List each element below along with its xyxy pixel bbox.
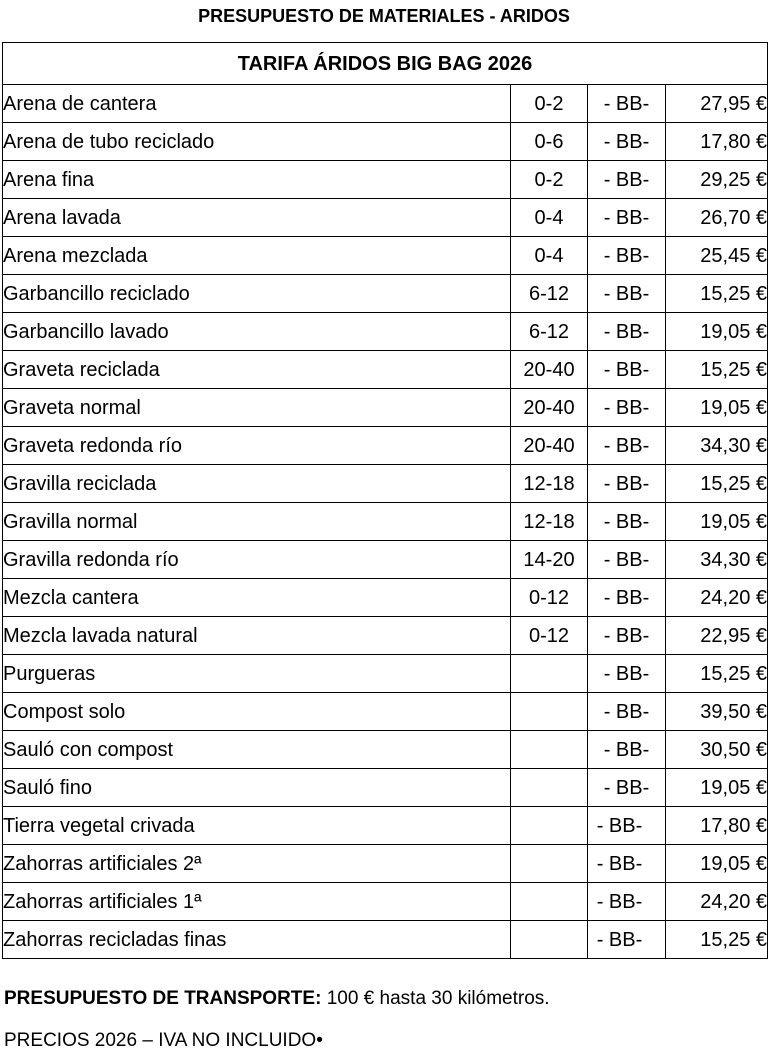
unit-cell: - BB-: [588, 427, 666, 465]
granulometry-cell: 14-20: [511, 541, 588, 579]
table-row: [3, 275, 768, 313]
granulometry-cell: 20-40: [511, 351, 588, 389]
price-cell: 15,25 €: [666, 275, 768, 313]
unit-cell: - BB-: [588, 389, 666, 427]
granulometry-cell: 0-4: [511, 237, 588, 275]
table-row: [3, 541, 768, 579]
table-row: [3, 237, 768, 275]
unit-cell: - BB-: [588, 351, 666, 389]
unit-cell: - BB-: [588, 85, 666, 123]
granulometry-cell: [511, 921, 588, 959]
price-cell: 15,25 €: [666, 465, 768, 503]
table-row: [3, 427, 768, 465]
price-cell: 29,25 €: [666, 161, 768, 199]
unit-cell: - BB-: [588, 237, 666, 275]
price-cell: 26,70 €: [666, 199, 768, 237]
price-cell: 19,05 €: [666, 769, 768, 807]
granulometry-cell: 0-12: [511, 617, 588, 655]
granulometry-cell: 20-40: [511, 389, 588, 427]
table-row: [3, 85, 768, 123]
price-cell: 39,50 €: [666, 693, 768, 731]
table-header: TARIFA ÁRIDOS BIG BAG 2026: [3, 43, 768, 85]
unit-cell: - BB-: [588, 503, 666, 541]
prices-note: PRECIOS 2026 – IVA NO INCLUIDO•: [4, 1030, 323, 1051]
price-cell: 17,80 €: [666, 807, 768, 845]
unit-cell: - BB-: [588, 883, 666, 921]
table-row: [3, 693, 768, 731]
price-cell: 34,30 €: [666, 541, 768, 579]
granulometry-cell: 12-18: [511, 503, 588, 541]
price-cell: 15,25 €: [666, 921, 768, 959]
material-name-cell: Arena de tubo reciclado: [3, 123, 511, 161]
table-row: [3, 617, 768, 655]
table-row: [3, 807, 768, 845]
table-header-row: [3, 43, 768, 85]
material-name-cell: Mezcla cantera: [3, 579, 511, 617]
unit-cell: - BB-: [588, 465, 666, 503]
transport-label: PRESUPUESTO DE TRANSPORTE:: [4, 988, 322, 1009]
table-row: [3, 351, 768, 389]
price-cell: 19,05 €: [666, 845, 768, 883]
table-row: [3, 123, 768, 161]
transport-budget: [4, 988, 550, 1010]
granulometry-cell: [511, 807, 588, 845]
price-cell: 24,20 €: [666, 883, 768, 921]
material-name-cell: Sauló con compost: [3, 731, 511, 769]
material-name-cell: Arena mezclada: [3, 237, 511, 275]
unit-cell: - BB-: [588, 123, 666, 161]
granulometry-cell: [511, 883, 588, 921]
material-name-cell: Zahorras artificiales 2ª: [3, 845, 511, 883]
price-cell: 19,05 €: [666, 313, 768, 351]
granulometry-cell: [511, 655, 588, 693]
unit-cell: - BB-: [588, 541, 666, 579]
granulometry-cell: [511, 845, 588, 883]
material-name-cell: Graveta reciclada: [3, 351, 511, 389]
unit-cell: - BB-: [588, 731, 666, 769]
price-cell: 34,30 €: [666, 427, 768, 465]
unit-cell: - BB-: [588, 579, 666, 617]
document-title: PRESUPUESTO DE MATERIALES - ARIDOS: [198, 6, 570, 26]
price-cell: 27,95 €: [666, 85, 768, 123]
price-cell: 17,80 €: [666, 123, 768, 161]
granulometry-cell: 6-12: [511, 313, 588, 351]
material-name-cell: Graveta redonda río: [3, 427, 511, 465]
material-name-cell: Arena de cantera: [3, 85, 511, 123]
unit-cell: - BB-: [588, 769, 666, 807]
material-name-cell: Mezcla lavada natural: [3, 617, 511, 655]
granulometry-cell: 20-40: [511, 427, 588, 465]
material-name-cell: Graveta normal: [3, 389, 511, 427]
unit-cell: - BB-: [588, 617, 666, 655]
granulometry-cell: 0-4: [511, 199, 588, 237]
table-row: [3, 883, 768, 921]
material-name-cell: Tierra vegetal crivada: [3, 807, 511, 845]
granulometry-cell: 12-18: [511, 465, 588, 503]
material-name-cell: Garbancillo reciclado: [3, 275, 511, 313]
table-row: [3, 579, 768, 617]
granulometry-cell: 0-6: [511, 123, 588, 161]
price-cell: 15,25 €: [666, 351, 768, 389]
price-cell: 19,05 €: [666, 389, 768, 427]
table-row: [3, 313, 768, 351]
unit-cell: - BB-: [588, 313, 666, 351]
material-name-cell: Arena fina: [3, 161, 511, 199]
price-cell: 22,95 €: [666, 617, 768, 655]
granulometry-cell: 0-2: [511, 85, 588, 123]
granulometry-cell: 0-2: [511, 161, 588, 199]
granulometry-cell: [511, 769, 588, 807]
price-cell: 19,05 €: [666, 503, 768, 541]
granulometry-cell: 6-12: [511, 275, 588, 313]
material-name-cell: Sauló fino: [3, 769, 511, 807]
material-name-cell: Gravilla normal: [3, 503, 511, 541]
price-cell: 15,25 €: [666, 655, 768, 693]
price-cell: 25,45 €: [666, 237, 768, 275]
table-row: [3, 389, 768, 427]
table-row: [3, 845, 768, 883]
granulometry-cell: [511, 731, 588, 769]
unit-cell: - BB-: [588, 199, 666, 237]
unit-cell: - BB-: [588, 275, 666, 313]
price-rows: [3, 85, 768, 959]
material-name-cell: Gravilla redonda río: [3, 541, 511, 579]
unit-cell: - BB-: [588, 161, 666, 199]
unit-cell: - BB-: [588, 693, 666, 731]
unit-cell: - BB-: [588, 655, 666, 693]
material-name-cell: Arena lavada: [3, 199, 511, 237]
unit-cell: - BB-: [588, 921, 666, 959]
material-name-cell: Purgueras: [3, 655, 511, 693]
price-table: [2, 42, 768, 959]
table-row: [3, 465, 768, 503]
material-name-cell: Zahorras artificiales 1ª: [3, 883, 511, 921]
table-row: [3, 161, 768, 199]
material-name-cell: Gravilla reciclada: [3, 465, 511, 503]
granulometry-cell: [511, 693, 588, 731]
table-row: [3, 731, 768, 769]
material-name-cell: Garbancillo lavado: [3, 313, 511, 351]
table-row: [3, 503, 768, 541]
unit-cell: - BB-: [588, 807, 666, 845]
transport-text: 100 € hasta 30 kilómetros.: [321, 988, 550, 1009]
price-cell: 24,20 €: [666, 579, 768, 617]
table-row: [3, 199, 768, 237]
table-row: [3, 769, 768, 807]
material-name-cell: Compost solo: [3, 693, 511, 731]
granulometry-cell: 0-12: [511, 579, 588, 617]
unit-cell: - BB-: [588, 845, 666, 883]
table-row: [3, 921, 768, 959]
material-name-cell: Zahorras recicladas finas: [3, 921, 511, 959]
price-cell: 30,50 €: [666, 731, 768, 769]
table-row: [3, 655, 768, 693]
